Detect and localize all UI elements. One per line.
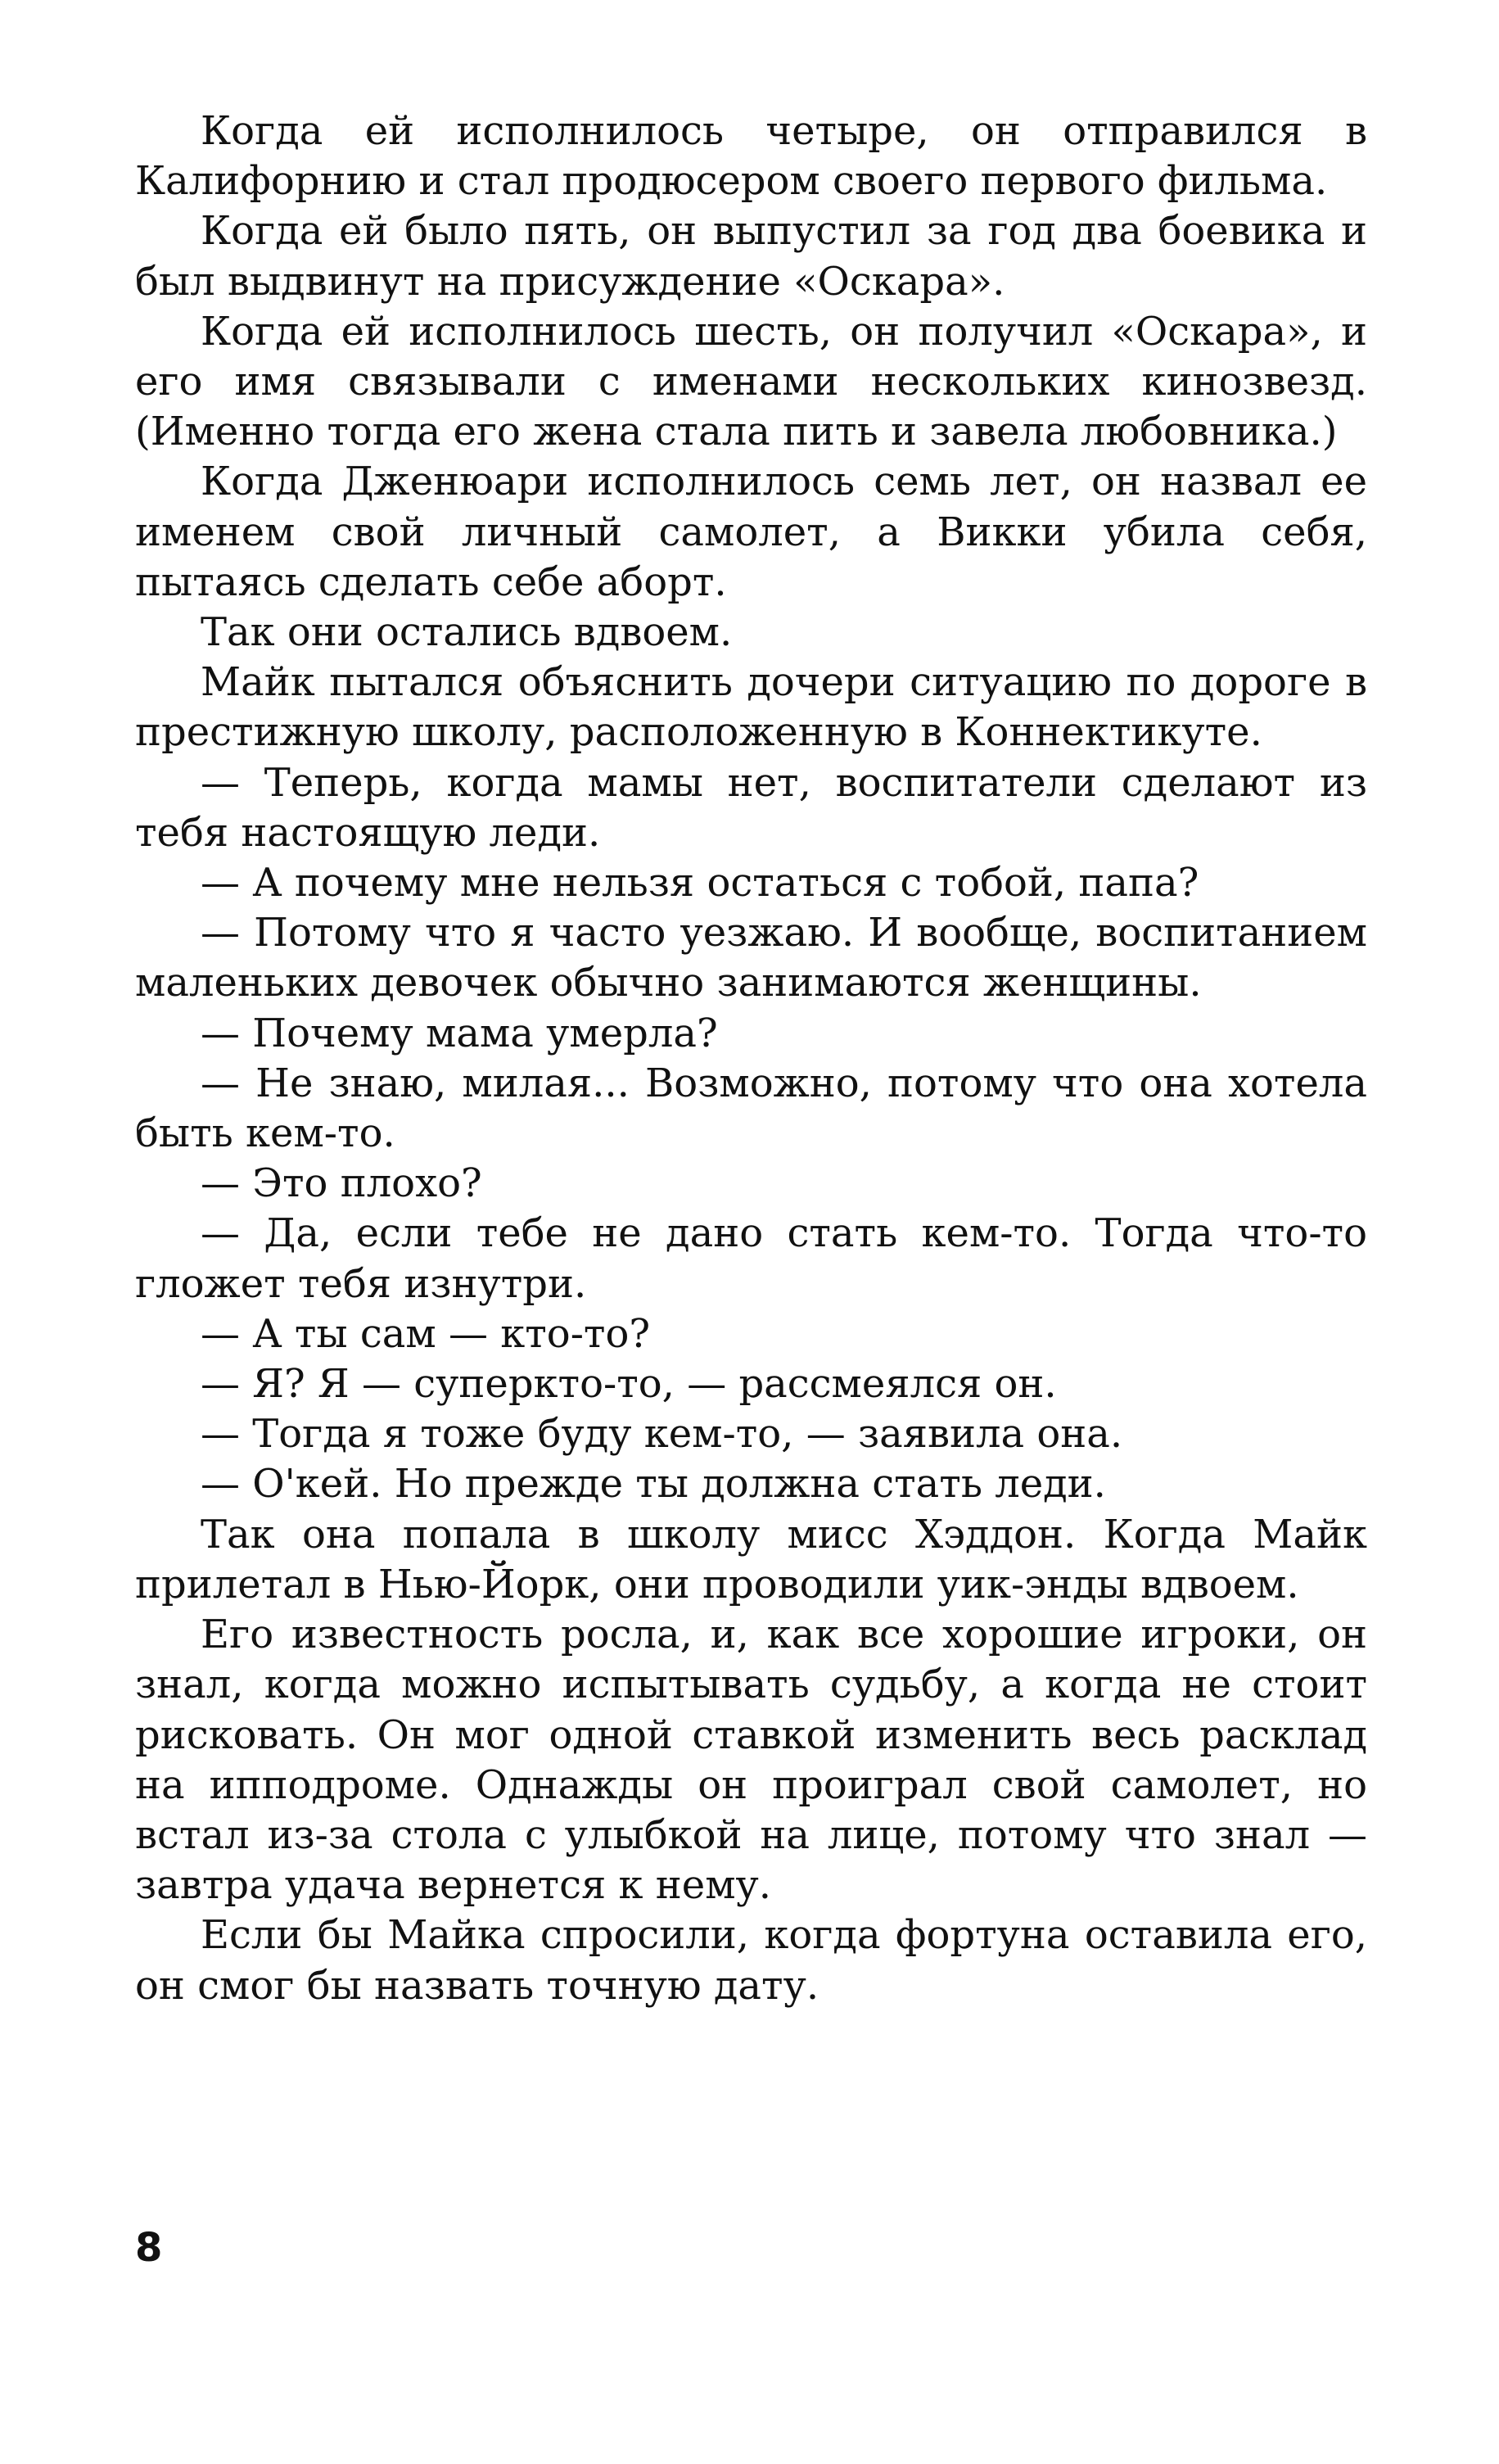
paragraph: — Я? Я — суперкто-то, — рассмеялся он. [201, 1361, 1057, 1408]
paragraph: — О'кей. Но прежде ты должна стать леди. [201, 1461, 1106, 1508]
paragraph: — Да, если тебе не дано стать кем-то. Тогда что-то гложет тебя изнутри. [135, 1210, 1367, 1307]
paragraph: Если бы Майка спросили, когда фортуна оставила его, он смог бы назвать точную дату. [135, 1912, 1367, 2009]
paragraph: — Почему мама умерла? [201, 1010, 718, 1056]
page-number: 8 [135, 2225, 163, 2271]
paragraph: — Тогда я тоже буду кем-то, — заявила она. [201, 1411, 1123, 1458]
paragraph: Когда Дженюари исполнилось семь лет, он назвал ее именем свой личный самолет, а Викки убила себя, пытаясь сделать себе аборт. [135, 459, 1367, 605]
paragraph: Так они остались вдвоем. [201, 609, 733, 656]
paragraph: — Потому что я часто уезжаю. И вообще, воспитанием маленьких девочек обычно занимаются женщины. [135, 910, 1367, 1006]
paragraph: Его известность росла, и, как все хорошие игроки, он знал, когда можно испытывать судьбу, а когда не стоит рисковать. Он мог одной ставкой изменить весь расклад на ипподроме. Однажды он проиграл свой самолет, но встал из-за стола с улыбкой на лице, потому что знал — завтра удача вернется к нему. [135, 1612, 1367, 1909]
paragraph: Когда ей исполнилось четыре, он отправился в Калифорнию и стал продюсером своего первого фильма. [135, 108, 1367, 205]
paragraph: Когда ей было пять, он выпустил за год два боевика и был выдвинут на присуждение «Оскара». [135, 208, 1367, 305]
paragraph: Так она попала в школу мисс Хэддон. Когда Майк прилетал в Нью-Йорк, они проводили уик-энды вдвоем. [135, 1511, 1367, 1607]
page-text [135, 106, 1367, 2011]
paragraph: — Теперь, когда мамы нет, воспитатели сделают из тебя настоящую леди. [135, 759, 1367, 856]
paragraph: Когда ей исполнилось шесть, он получил «Оскара», и его имя связывали с именами нескольких кинозвезд. (Именно тогда его жена стала пить и завела любовника.) [135, 308, 1367, 455]
paragraph: — А почему мне нельзя остаться с тобой, папа? [201, 860, 1199, 906]
paragraph: — Это плохо? [201, 1160, 482, 1207]
paragraph: Майк пытался объяснить дочери ситуацию по дороге в престижную школу, расположенную в Коннектикуте. [135, 659, 1367, 756]
paragraph: — А ты сам — кто-то? [201, 1310, 651, 1357]
paragraph: — Не знаю, милая... Возможно, потому что она хотела быть кем-то. [135, 1060, 1367, 1157]
